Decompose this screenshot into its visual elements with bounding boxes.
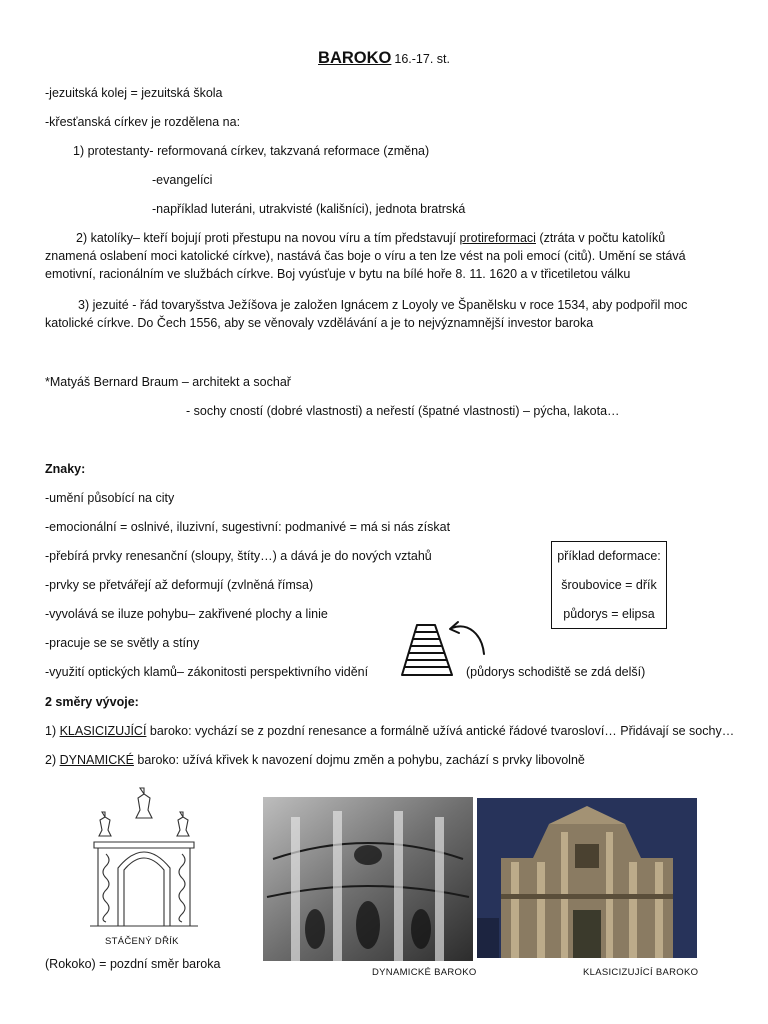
caption-dynamicke-baroko: DYNAMICKÉ BAROKO <box>372 967 477 978</box>
katoliky-text-b: (ztráta v počtu katolíků znamená oslabení moci katolické církve), nastává čas boje o víru a ten lze vést na poli emocí (citů). Umění se stává emotivní, racionálním ve službách církve. Boj vyúsťuje v bytu na bílé hoře 8. 11. 1620 a v třicetiletou válku <box>45 231 686 281</box>
smer1-name: KLASICIZUJÍCÍ <box>59 724 147 738</box>
stairs-sketch <box>398 618 490 680</box>
deformace-sroubovice: šroubovice = dřík <box>561 578 657 592</box>
smer-dynamicke <box>45 751 585 769</box>
line-braum: *Matyáš Bernard Braum – architekt a sochař <box>45 375 291 389</box>
deformace-box <box>551 541 667 629</box>
line-cirkev-rozdelena: -křesťanská církev je rozdělena na: <box>45 115 241 129</box>
deformace-pudorys: půdorys = elipsa <box>563 607 655 621</box>
line-jezuitska-kolej: -jezuitská kolej = jezuitská škola <box>45 86 223 100</box>
heading-znaky: Znaky: <box>45 462 86 476</box>
title-sub: 16.-17. st. <box>394 52 450 66</box>
paragraph-jezuite: 3) jezuité - řád tovaryšstva Ježíšova je založen Ignácem z Loyoly ve Španělsku v roce 1534, aby podpořil moc katolické církve. Do Čech 1556, aby se věnovaly vzdělávání a je to nejvýznamnější investor baroka <box>45 298 688 330</box>
katoliky-text-a: 2) katolíky– kteří bojují proti přestupu na novou víru a tím představují <box>76 231 460 245</box>
znak-pohyb: -vyvolává se iluze pohybu– zakřivené plochy a linie <box>45 607 328 621</box>
dynamic-baroque-photo <box>263 797 473 961</box>
line-luterani: -například luteráni, utrakvisté (kališníci), jednota bratrská <box>152 202 466 216</box>
caption-staceny-drik: STÁČENÝ DŘÍK <box>105 936 179 947</box>
classicizing-baroque-photo <box>477 798 697 958</box>
znak-svetla: -pracuje se se světly a stíny <box>45 636 200 650</box>
smer1-num: 1) <box>45 724 60 738</box>
znak-deformuji: -prvky se přetvářejí až deformují (zvlněná římsa) <box>45 578 314 592</box>
heading-smery: 2 směry vývoje: <box>45 695 139 709</box>
line-protestanty: 1) protestanty- reformovaná církev, takzvaná reformace (změna) <box>73 144 430 158</box>
smer2-num: 2) <box>45 753 60 767</box>
smer2-name: DYNAMICKÉ <box>59 753 134 767</box>
znak-city: -umění působící na city <box>45 491 175 505</box>
line-evangelici: -evangelíci <box>152 173 213 187</box>
znak-pudorys-note: (půdorys schodiště se zdá delší) <box>466 665 646 679</box>
portal-drawing <box>88 784 200 934</box>
znak-renesancni: -přebírá prvky renesanční (sloupy, štíty…) a dává je do nových vztahů <box>45 549 432 563</box>
katoliky-protireformace: protireformaci <box>459 231 536 245</box>
line-sochy-cnosti: - sochy cností (dobré vlastnosti) a neřestí (špatné vlastnosti) – pýcha, lakota… <box>186 404 620 418</box>
znak-opticke-klamy: -využití optických klamů– zákonitosti perspektivního vidění <box>45 665 369 679</box>
title-main: BAROKO <box>318 49 392 67</box>
paragraph-katoliky <box>45 229 695 283</box>
deformace-title: příklad deformace: <box>557 549 661 563</box>
caption-klasicizujici-baroko: KLASICIZUJÍCÍ BAROKO <box>583 967 699 978</box>
smer-klasicizujici <box>45 722 734 740</box>
page-title <box>0 49 768 68</box>
znak-emocionalni: -emocionální = oslnivé, iluzivní, sugestivní: podmanivé = má si nás získat <box>45 520 451 534</box>
line-rokoko: (Rokoko) = pozdní směr baroka <box>45 957 221 971</box>
smer1-text: baroko: vychází se z pozdní renesance a formálně užívá antické řádové tvarosloví… Přidávají se sochy… <box>146 724 735 738</box>
smer2-text: baroko: užívá křivek k navození dojmu změn a pohybu, zachází s prvky libovolně <box>133 753 585 767</box>
